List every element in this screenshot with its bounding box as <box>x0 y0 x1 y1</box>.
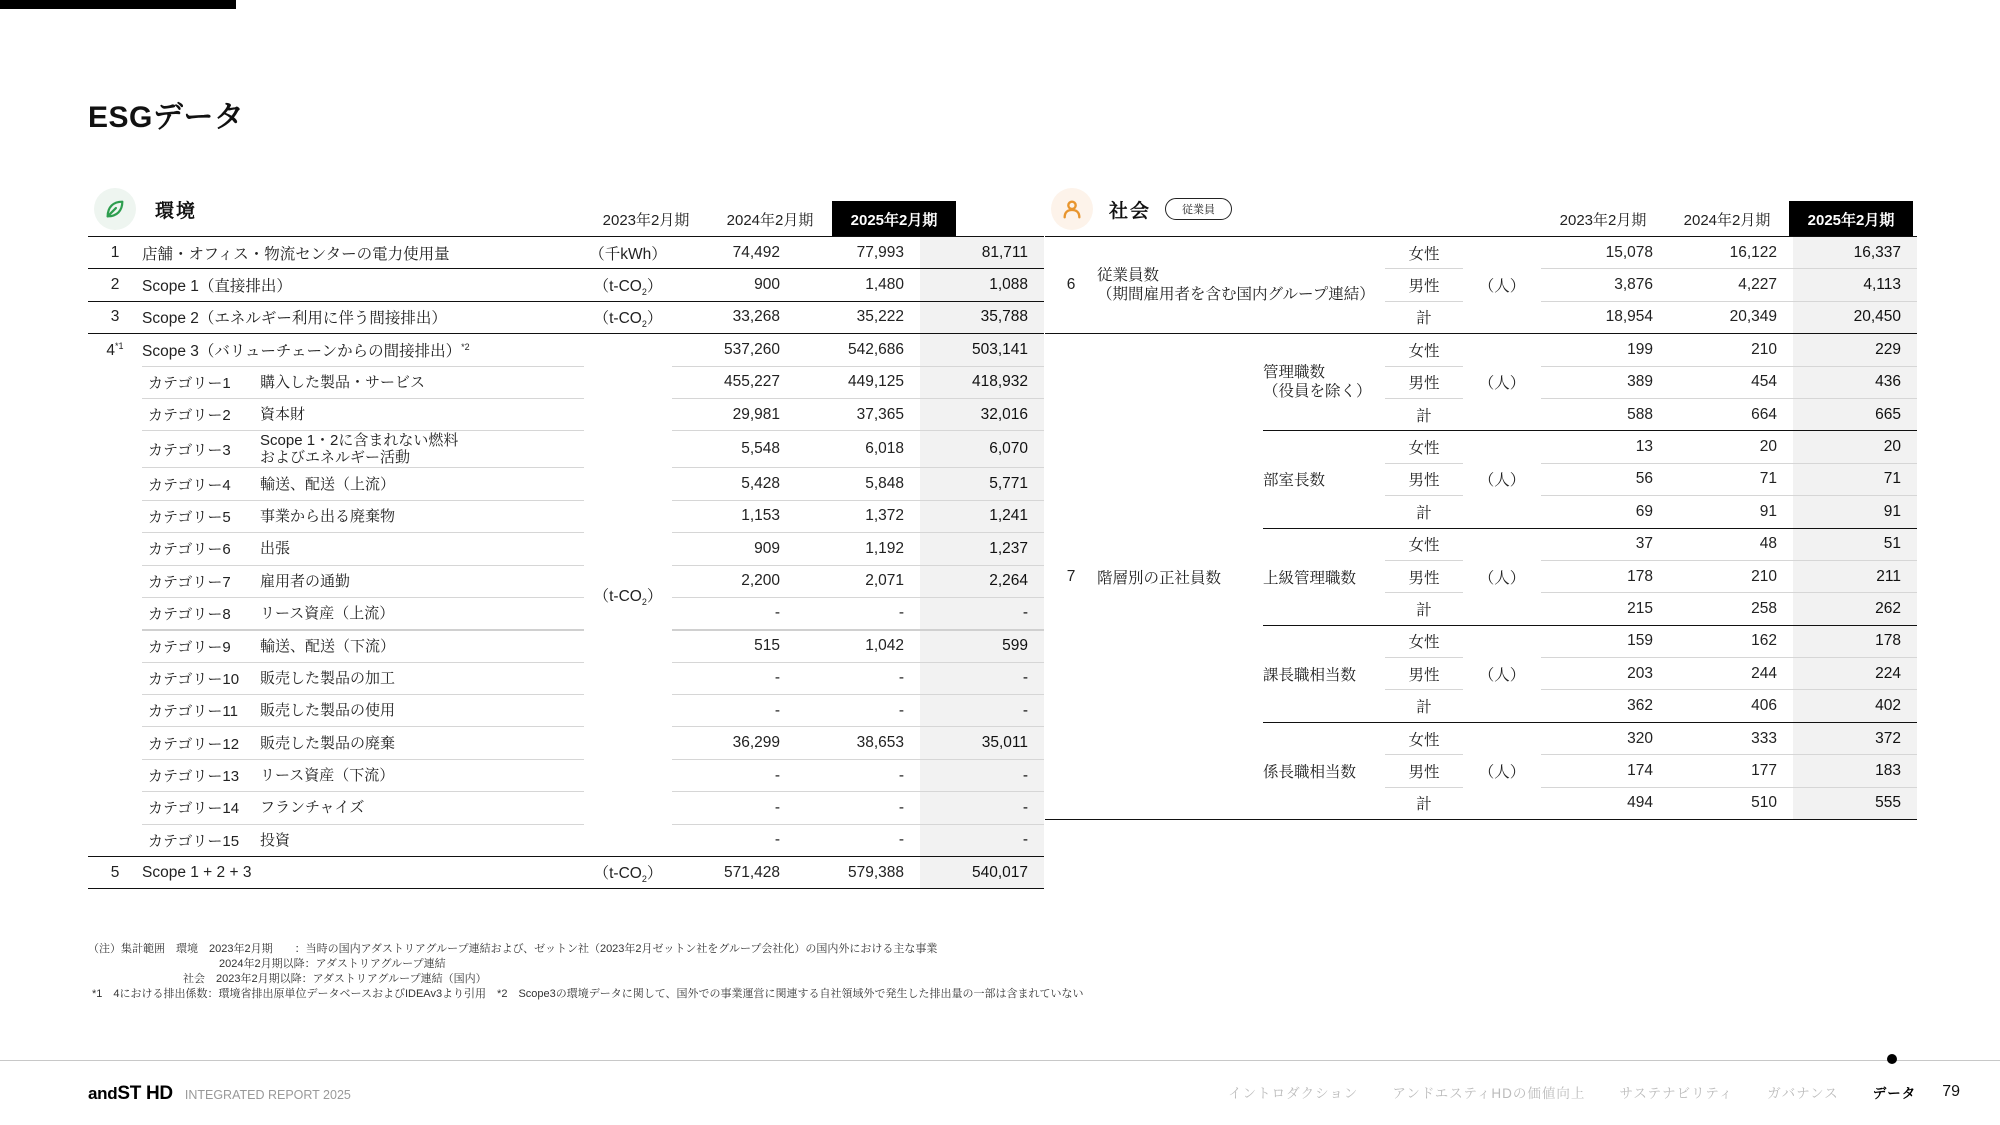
category-number: カテゴリー13 <box>148 768 240 786</box>
environment-section-header <box>94 188 197 230</box>
category-number: カテゴリー8 <box>148 605 231 623</box>
value-2025: 16,337 <box>1793 237 1917 269</box>
value-2024: 454 <box>1669 366 1793 398</box>
value-2025: 2,264 <box>920 565 1044 597</box>
row-label: 店舗・オフィス・物流センターの電力使用量 <box>142 245 450 263</box>
value-2025: 503,141 <box>920 334 1044 366</box>
category-desc: リース資産（上流） <box>260 604 395 622</box>
value-2023: 362 <box>1541 690 1669 722</box>
category-number: カテゴリー11 <box>148 703 238 721</box>
value-2023: 320 <box>1541 722 1669 754</box>
gender-label: 計 <box>1385 787 1463 819</box>
social-title: 社会 <box>1109 200 1152 222</box>
value-2025: 32,016 <box>920 398 1044 430</box>
value-2023: 571,428 <box>723 863 780 881</box>
row-unit: $(t-CO_2)$ <box>593 277 663 297</box>
table-row-category <box>88 533 1044 565</box>
row-label: Scope 2（エネルギー利用に伴う間接排出） <box>142 310 447 328</box>
environment-table <box>88 236 1044 889</box>
value-2024: 1,480 <box>865 276 904 294</box>
value-2025: - <box>920 695 1044 727</box>
value-2024: 210 <box>1751 340 1777 358</box>
active-indicator-dot <box>1887 1054 1897 1064</box>
value-2025: 665 <box>1793 398 1917 430</box>
value-2023: 494 <box>1541 787 1669 819</box>
value-2023: 13 <box>1541 431 1669 463</box>
value-2024: 449,125 <box>796 366 920 398</box>
section-nav <box>1194 1082 1960 1102</box>
value-2023: 174 <box>1541 755 1669 787</box>
category-number: カテゴリー9 <box>148 638 231 656</box>
category-desc: 輸送、配送（下流） <box>260 637 396 655</box>
gender-label: 男性 <box>1385 269 1463 301</box>
table-row <box>1045 237 1917 269</box>
gender-label: 男性 <box>1385 560 1463 592</box>
table-row <box>88 237 1044 269</box>
value-2024: 77,993 <box>856 243 904 261</box>
value-2023: 33,268 <box>732 308 780 326</box>
year-col-2024: 2024年2月期 <box>1683 211 1771 229</box>
row-label: 従業員数 （期間雇用者を含む国内グループ連結） <box>1097 267 1375 304</box>
value-2023: 900 <box>754 276 780 294</box>
row-unit: （千kWh） <box>589 245 667 263</box>
row-number: 4$^{*1}$ <box>106 340 124 359</box>
value-2024: 210 <box>1669 560 1793 592</box>
value-2025: 418,932 <box>920 366 1044 398</box>
value-2023: 74,492 <box>732 243 780 261</box>
level-label: 部室長数 <box>1263 431 1385 528</box>
gender-label: 男性 <box>1385 755 1463 787</box>
note-line-2: 2024年2月期以降：アダストリアグループ連結 <box>219 958 446 970</box>
gender-label: 計 <box>1385 593 1463 625</box>
value-2023: 455,227 <box>672 366 796 398</box>
footnotes <box>88 942 1084 1002</box>
gender-label: 計 <box>1385 496 1463 528</box>
gender-label: 女性 <box>1385 528 1463 560</box>
row-unit: $(t-CO_2)$ <box>593 587 663 607</box>
value-2025: - <box>920 759 1044 791</box>
table-row-category <box>88 792 1044 824</box>
environment-year-header <box>584 201 956 237</box>
table-row-category <box>88 727 1044 759</box>
category-number: カテゴリー12 <box>148 735 240 753</box>
value-2023: 199 <box>1627 340 1653 358</box>
table-row-total <box>88 857 1044 889</box>
value-2024: 406 <box>1669 690 1793 722</box>
row-unit: $(t-CO_2)$ <box>593 309 663 329</box>
row-label: Scope 3（バリューチェーンからの間接排出）$^{*2}$ <box>142 341 470 360</box>
table-row <box>88 269 1044 301</box>
note-line-1: （注）集計範囲 環境 2023年2月期 ：当時の国内アダストリアグループ連結および、ゼットン社（2023年2月ゼットン社をグループ会社化）の国内外における主な事業 <box>88 943 938 955</box>
footer-divider <box>0 1060 2000 1061</box>
value-2023: 5,428 <box>672 468 796 500</box>
gender-label: 女性 <box>1385 722 1463 754</box>
value-2025: 262 <box>1793 593 1917 625</box>
social-table <box>1045 236 1917 820</box>
value-2024: - <box>796 662 920 694</box>
nav-sustainability[interactable]: サステナビリティ <box>1619 1086 1734 1101</box>
value-2025: 1,088 <box>920 269 1044 301</box>
year-col-2023: 2023年2月期 <box>602 211 690 229</box>
row-label: Scope 1 + 2 + 3 <box>142 863 252 881</box>
value-2023: - <box>672 662 796 694</box>
value-2024: 542,686 <box>847 340 904 358</box>
nav-governance[interactable]: ガバナンス <box>1767 1086 1839 1101</box>
category-number: カテゴリー4 <box>148 476 231 494</box>
category-number: カテゴリー6 <box>148 541 231 559</box>
category-desc: Scope 1・2に含まれない燃料 およびエネルギー活動 <box>260 432 459 467</box>
employee-badge: 従業員 <box>1165 198 1232 220</box>
value-2025: - <box>920 792 1044 824</box>
value-2025: 81,711 <box>920 237 1044 269</box>
value-2024: - <box>796 695 920 727</box>
row-unit: （人） <box>1463 625 1541 722</box>
value-2025: 436 <box>1793 366 1917 398</box>
level-label: 課長職相当数 <box>1263 625 1385 722</box>
row-number: 1 <box>110 243 120 261</box>
value-2024: 258 <box>1669 593 1793 625</box>
category-number: カテゴリー3 <box>148 441 231 459</box>
gender-label: 計 <box>1385 690 1463 722</box>
row-label: 階層別の正社員数 <box>1097 334 1263 820</box>
value-2025: 35,011 <box>920 727 1044 759</box>
row-number: 6 <box>1066 276 1076 294</box>
note-line-3: 社会 2023年2月期以降：アダストリアグループ連結（国内） <box>183 973 487 985</box>
value-2023: 159 <box>1541 625 1669 657</box>
category-desc: 出張 <box>260 540 291 558</box>
table-row-category <box>88 366 1044 398</box>
value-2025: 6,070 <box>920 431 1044 468</box>
value-2025: 71 <box>1793 463 1917 495</box>
value-2023: 15,078 <box>1605 243 1653 261</box>
value-2023: 1,153 <box>672 500 796 532</box>
top-accent-bar <box>0 0 236 9</box>
category-desc: 輸送、配送（上流） <box>260 475 396 493</box>
table-row-category <box>88 431 1044 468</box>
gender-label: 計 <box>1385 301 1463 333</box>
value-2023: - <box>672 597 796 629</box>
social-year-header <box>1541 201 1913 237</box>
gender-label: 男性 <box>1385 366 1463 398</box>
table-row <box>88 301 1044 333</box>
table-row-category <box>88 824 1044 856</box>
category-number: カテゴリー10 <box>148 670 240 688</box>
value-2025: 178 <box>1793 625 1917 657</box>
category-desc: 資本財 <box>260 406 306 424</box>
value-2024: 664 <box>1669 398 1793 430</box>
value-2025: - <box>920 597 1044 629</box>
environment-title: 環境 <box>155 200 198 222</box>
row-number: 5 <box>110 863 120 881</box>
category-number: カテゴリー1 <box>148 374 231 392</box>
gender-label: 女性 <box>1408 342 1440 360</box>
category-number: カテゴリー14 <box>148 800 240 818</box>
value-2023: 389 <box>1541 366 1669 398</box>
level-label: 管理職数 （役員を除く） <box>1263 364 1372 401</box>
gender-label: 女性 <box>1385 431 1463 463</box>
leaf-icon <box>94 188 136 230</box>
value-2023: 5,548 <box>672 431 796 468</box>
value-2025: 555 <box>1793 787 1917 819</box>
page-title: ESGデータ <box>88 101 245 134</box>
category-number: カテゴリー15 <box>148 832 240 850</box>
value-2025: 35,788 <box>920 301 1044 333</box>
brand-logo: andST HD <box>88 1083 173 1104</box>
value-2024: 1,192 <box>796 533 920 565</box>
nav-value-improvement[interactable]: アンドエスティHDの価値向上 <box>1392 1086 1586 1101</box>
value-2023: 69 <box>1541 496 1669 528</box>
row-unit: （人） <box>1478 375 1526 393</box>
year-col-2025: 2025年2月期 <box>1789 201 1913 237</box>
report-title: INTEGRATED REPORT 2025 <box>184 1088 351 1102</box>
table-row-category <box>88 398 1044 430</box>
row-unit: （人） <box>1463 431 1541 528</box>
category-number: カテゴリー5 <box>148 508 231 526</box>
gender-label: 女性 <box>1385 625 1463 657</box>
category-desc: リース資産（下流） <box>260 767 395 785</box>
row-number: 3 <box>110 308 120 326</box>
category-number: カテゴリー2 <box>148 407 231 425</box>
year-col-2025: 2025年2月期 <box>832 201 956 237</box>
row-label: Scope 1（直接排出） <box>142 278 292 296</box>
value-2023: 909 <box>672 533 796 565</box>
row-unit: （人） <box>1478 278 1526 296</box>
value-2025: 1,241 <box>920 500 1044 532</box>
category-desc: 販売した製品の廃棄 <box>260 734 396 752</box>
value-2024: 510 <box>1669 787 1793 819</box>
value-2023: - <box>672 759 796 791</box>
level-label: 上級管理職数 <box>1263 528 1385 625</box>
table-row-category <box>88 759 1044 791</box>
value-2025: 5,771 <box>920 468 1044 500</box>
value-2023: - <box>672 824 796 856</box>
value-2024: 48 <box>1669 528 1793 560</box>
value-2023: - <box>672 695 796 727</box>
value-2023: 215 <box>1541 593 1669 625</box>
level-label: 係長職相当数 <box>1263 722 1385 819</box>
value-2025: 229 <box>1793 334 1917 366</box>
row-number: 2 <box>110 276 120 294</box>
value-2025: 224 <box>1793 658 1917 690</box>
value-2024: 1,042 <box>796 630 920 662</box>
value-2025: - <box>920 662 1044 694</box>
value-2024: - <box>796 792 920 824</box>
value-2025: 4,113 <box>1793 269 1917 301</box>
value-2025: 540,017 <box>920 857 1044 889</box>
value-2025: 183 <box>1793 755 1917 787</box>
category-desc: 雇用者の通勤 <box>260 572 351 590</box>
value-2024: 177 <box>1669 755 1793 787</box>
table-row-category <box>88 630 1044 662</box>
nav-introduction[interactable]: イントロダクション <box>1228 1086 1359 1101</box>
value-2024: 20 <box>1669 431 1793 463</box>
value-2025: 20,450 <box>1793 301 1917 333</box>
year-col-2023: 2023年2月期 <box>1559 211 1647 229</box>
table-row-category <box>88 500 1044 532</box>
table-row-category <box>88 565 1044 597</box>
category-desc: 投資 <box>260 831 291 849</box>
gender-label: 男性 <box>1385 463 1463 495</box>
value-2024: 38,653 <box>796 727 920 759</box>
value-2025: 211 <box>1793 560 1917 592</box>
row-number: 7 <box>1045 334 1097 820</box>
table-row-scope3 <box>88 334 1044 366</box>
value-2023: 36,299 <box>672 727 796 759</box>
table-row-category <box>88 695 1044 727</box>
value-2024: 2,071 <box>796 565 920 597</box>
value-2024: 244 <box>1669 658 1793 690</box>
category-desc: フランチャイズ <box>260 799 365 817</box>
value-2023: 203 <box>1541 658 1669 690</box>
gender-label: 計 <box>1385 398 1463 430</box>
value-2024: - <box>796 759 920 791</box>
category-desc: 事業から出る廃棄物 <box>260 507 396 525</box>
category-desc: 購入した製品・サービス <box>260 373 426 391</box>
value-2025: 91 <box>1793 496 1917 528</box>
value-2025: 51 <box>1793 528 1917 560</box>
value-2023: 588 <box>1541 398 1669 430</box>
page-number: 79 <box>1942 1083 1960 1100</box>
value-2023: 29,981 <box>672 398 796 430</box>
value-2024: - <box>796 597 920 629</box>
row-unit: $(t-CO_2)$ <box>593 865 663 885</box>
value-2024: 162 <box>1669 625 1793 657</box>
value-2023: 3,876 <box>1541 269 1669 301</box>
value-2025: - <box>920 824 1044 856</box>
value-2024: 16,122 <box>1729 243 1777 261</box>
value-2024: 35,222 <box>856 308 904 326</box>
category-desc: 販売した製品の加工 <box>260 669 396 687</box>
gender-label: 女性 <box>1408 245 1440 263</box>
value-2024: 6,018 <box>796 431 920 468</box>
gender-label: 男性 <box>1385 658 1463 690</box>
nav-data[interactable]: データ <box>1873 1082 1917 1102</box>
person-icon <box>1051 188 1093 230</box>
value-2024: 91 <box>1669 496 1793 528</box>
value-2024: 71 <box>1669 463 1793 495</box>
value-2023: 18,954 <box>1541 301 1669 333</box>
value-2024: - <box>796 824 920 856</box>
table-row-category <box>88 468 1044 500</box>
value-2023: - <box>672 792 796 824</box>
row-unit: （人） <box>1463 722 1541 819</box>
table-row-category <box>88 662 1044 694</box>
social-section-header <box>1051 188 1232 230</box>
year-col-2024: 2024年2月期 <box>726 211 814 229</box>
brand <box>88 1083 351 1105</box>
table-row <box>1045 334 1917 366</box>
row-unit: （人） <box>1463 528 1541 625</box>
value-2023: 515 <box>672 630 796 662</box>
value-2023: 56 <box>1541 463 1669 495</box>
value-2025: 402 <box>1793 690 1917 722</box>
value-2024: 579,388 <box>847 863 904 881</box>
note-line-4: *1 4における排出係数：環境省排出原単位データベースおよびIDEAv3より引用 *2 Scope3の環境データに関して、国外での事業運営に関連する自社領域外で発生した排出量の一部は含まれていない <box>92 988 1084 1000</box>
value-2023: 178 <box>1541 560 1669 592</box>
value-2024: 5,848 <box>796 468 920 500</box>
value-2025: 1,237 <box>920 533 1044 565</box>
value-2023: 2,200 <box>672 565 796 597</box>
value-2024: 4,227 <box>1669 269 1793 301</box>
category-desc: 販売した製品の使用 <box>260 702 396 720</box>
category-number: カテゴリー7 <box>148 573 231 591</box>
value-2025: 599 <box>920 630 1044 662</box>
table-row-category <box>88 597 1044 629</box>
value-2024: 1,372 <box>796 500 920 532</box>
value-2023: 37 <box>1541 528 1669 560</box>
value-2024: 333 <box>1669 722 1793 754</box>
value-2024: 20,349 <box>1669 301 1793 333</box>
value-2025: 372 <box>1793 722 1917 754</box>
value-2023: 537,260 <box>723 340 780 358</box>
value-2025: 20 <box>1793 431 1917 463</box>
value-2024: 37,365 <box>796 398 920 430</box>
